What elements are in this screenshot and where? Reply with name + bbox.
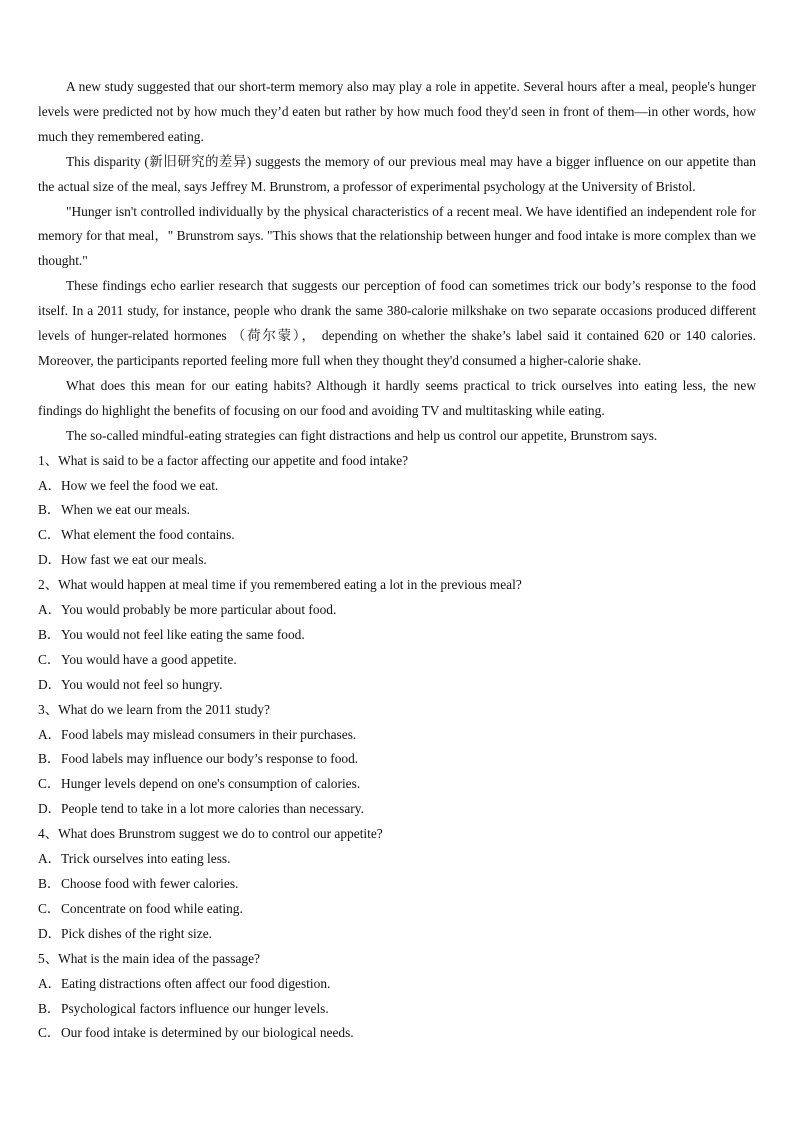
- question-stem: 3、What do we learn from the 2011 study?: [38, 701, 270, 717]
- option-a: [38, 847, 756, 872]
- passage-paragraph: A new study suggested that our short-term memory also may play a role in appetite. Several hours after a meal, people's hunger levels were predicted not by how much they’d eaten but rather by how much food they'd seen in front of them—in other words, how much they remembered eating.: [38, 79, 756, 144]
- option-text: You would probably be more particular about food.: [61, 602, 337, 618]
- option-letter: A．: [38, 975, 62, 991]
- option-d: [38, 548, 756, 573]
- option-a: [38, 474, 756, 499]
- question-1: [38, 449, 756, 574]
- question-stem: 1、What is said to be a factor affecting our appetite and food intake?: [38, 452, 409, 468]
- passage-paragraph: "Hunger isn't controlled individually by the physical characteristics of a recent meal. We have identified an independent role for memory for that meal，" Brunstrom says. "This shows that the relationship between hunger and food intake is more complex than we thought.": [38, 203, 756, 269]
- question-stem: 4、What does Brunstrom suggest we do to control our appetite?: [38, 826, 383, 842]
- option-letter: B．: [38, 626, 61, 642]
- option-letter: B．: [38, 502, 61, 518]
- option-letter: D．: [38, 801, 62, 817]
- passage-paragraph: These findings echo earlier research that suggests our perception of food can sometimes trick our body’s response to the food itself. In a 2011 study, for instance, people who drank the same 380-calorie milkshake on two separate occasions produced different levels of hunger-related hormones （荷尔蒙）， depending on whether the shake’s label said it contained 620 or 140 calories. Moreover, the participants reported feeling more full when they thought they'd consumed a higher-calorie shake.: [38, 278, 756, 368]
- option-letter: B．: [38, 1000, 61, 1016]
- option-letter: C．: [38, 900, 61, 916]
- option-text: How fast we eat our meals.: [61, 552, 207, 568]
- option-text: Pick dishes of the right size.: [61, 925, 212, 941]
- option-letter: C．: [38, 651, 61, 667]
- question-4: [38, 822, 756, 947]
- option-letter: D．: [38, 676, 62, 692]
- option-text: Trick ourselves into eating less.: [61, 851, 231, 867]
- option-letter: D．: [38, 552, 62, 568]
- option-letter: C．: [38, 527, 61, 543]
- option-text: You would not feel so hungry.: [61, 676, 223, 692]
- option-a: [38, 972, 756, 997]
- document-page: [38, 75, 756, 1046]
- option-text: Eating distractions often affect our food digestion.: [61, 975, 331, 991]
- option-text: People tend to take in a lot more calories than necessary.: [61, 801, 364, 817]
- option-text: You would not feel like eating the same food.: [61, 626, 305, 642]
- option-letter: C．: [38, 1025, 61, 1041]
- option-d: [38, 673, 756, 698]
- question-2: [38, 573, 756, 698]
- option-text: Psychological factors influence our hunger levels.: [61, 1000, 329, 1016]
- option-text: Our food intake is determined by our biological needs.: [61, 1025, 354, 1041]
- question-list: [38, 449, 756, 1047]
- passage-paragraph: The so-called mindful-eating strategies can fight distractions and help us control our appetite, Brunstrom says.: [66, 427, 658, 443]
- option-letter: A．: [38, 726, 62, 742]
- option-c: [38, 772, 756, 797]
- option-b: [38, 623, 756, 648]
- option-b: [38, 498, 756, 523]
- option-a: [38, 723, 756, 748]
- option-letter: B．: [38, 751, 61, 767]
- option-letter: B．: [38, 876, 61, 891]
- option-d: [38, 922, 756, 947]
- option-text: Hunger levels depend on one's consumption of calories.: [61, 776, 361, 792]
- option-c: [38, 648, 756, 673]
- option-letter: D．: [38, 925, 62, 941]
- option-d: [38, 797, 756, 822]
- option-text: Concentrate on food while eating.: [61, 900, 243, 916]
- option-text: Choose food with fewer calories.: [61, 876, 239, 891]
- option-letter: C．: [38, 776, 61, 792]
- option-text: Food labels may influence our body’s response to food.: [61, 751, 359, 767]
- option-c: [38, 1021, 756, 1046]
- question-3: [38, 698, 756, 823]
- option-a: [38, 598, 756, 623]
- option-letter: A．: [38, 851, 62, 867]
- option-c: [38, 523, 756, 548]
- option-c: [38, 897, 756, 922]
- option-b: [38, 997, 756, 1022]
- option-text: You would have a good appetite.: [61, 651, 237, 667]
- option-text: How we feel the food we eat.: [61, 477, 219, 493]
- option-text: When we eat our meals.: [61, 502, 191, 518]
- question-stem: 2、What would happen at meal time if you remembered eating a lot in the previous meal?: [38, 577, 522, 593]
- passage-paragraph: What does this mean for our eating habits? Although it hardly seems practical to trick ourselves into eating less, the new findings do highlight the benefits of focusing on our food and avoiding TV and multitasking while eating.: [38, 377, 756, 418]
- passage-paragraph: This disparity (新旧研究的差异) suggests the memory of our previous meal may have a bigger influence on our appetite than the actual size of the meal, says Jeffrey M. Brunstrom, a professor of experimental psychology at the University of Bristol.: [38, 153, 756, 194]
- reading-passage: [38, 75, 756, 449]
- option-b: [38, 747, 756, 772]
- option-letter: A．: [38, 477, 62, 493]
- option-letter: A．: [38, 602, 62, 618]
- question-5: [38, 947, 756, 1047]
- option-text: What element the food contains.: [61, 527, 235, 543]
- option-b: [38, 872, 756, 897]
- option-text: Food labels may mislead consumers in their purchases.: [61, 726, 357, 742]
- question-stem: 5、What is the main idea of the passage?: [38, 950, 260, 966]
